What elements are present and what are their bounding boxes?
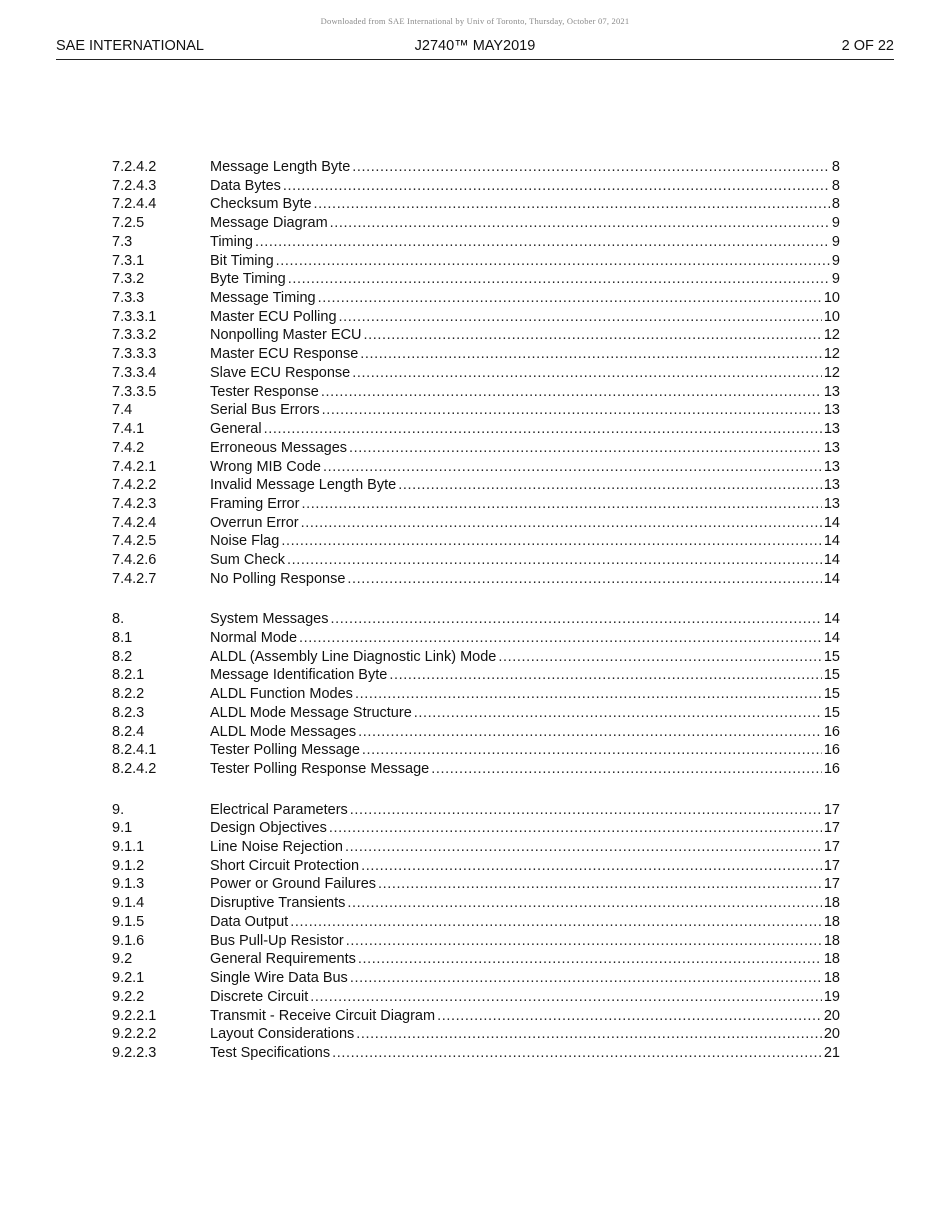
toc-entry[interactable]: [112, 913, 840, 932]
toc-entry-page: 10: [823, 290, 840, 307]
table-of-contents: [112, 158, 840, 1063]
toc-entry-title-wrap: [210, 308, 822, 327]
toc-entry-title-wrap: [210, 629, 822, 648]
toc-entry-title-wrap: [210, 551, 822, 570]
toc-entry-title: Byte Timing: [210, 271, 286, 288]
toc-entry-number: 9.1.6: [112, 932, 145, 949]
toc-entry-title-wrap: [210, 932, 822, 951]
toc-dot-leader: [347, 894, 821, 913]
toc-entry-number: 7.3.1: [112, 252, 145, 269]
toc-dot-leader: [358, 950, 822, 969]
toc-entry-title: Disruptive Transients: [210, 895, 346, 912]
toc-entry-title-wrap: [210, 439, 822, 458]
toc-entry-number: 8.2.4: [112, 723, 145, 740]
toc-entry-title-wrap: [210, 383, 822, 402]
toc-entry-title: Slave ECU Response: [210, 364, 351, 381]
toc-entry-page: 20: [823, 1007, 840, 1024]
toc-entry-number: 9.: [112, 801, 125, 818]
toc-dot-leader: [339, 308, 822, 327]
toc-entry-number: 7.3.3.1: [112, 308, 157, 325]
toc-dot-leader: [378, 875, 822, 894]
toc-entry-page: 13: [823, 421, 840, 438]
toc-entry-page: 15: [823, 686, 840, 703]
toc-entry-page: 18: [823, 895, 840, 912]
toc-entry-page: 16: [823, 742, 840, 759]
toc-entry[interactable]: [112, 741, 840, 760]
toc-dot-leader: [361, 857, 822, 876]
toc-entry[interactable]: [112, 532, 840, 551]
toc-entry-title-wrap: [210, 1044, 822, 1063]
download-watermark: Downloaded from SAE International by Univ of Toronto, Thursday, October 07, 2021: [320, 16, 630, 26]
toc-entry[interactable]: [112, 308, 840, 327]
toc-dot-leader: [349, 439, 822, 458]
toc-entry-number: 7.4.2.1: [112, 458, 157, 475]
toc-entry-number: 8.: [112, 611, 125, 628]
toc-entry-number: 9.1: [112, 820, 133, 837]
toc-entry[interactable]: [112, 875, 840, 894]
toc-entry[interactable]: [112, 950, 840, 969]
toc-entry-number: 7.3.3.4: [112, 364, 157, 381]
toc-entry-title: General: [210, 421, 262, 438]
toc-entry-title-wrap: [210, 177, 830, 196]
toc-entry-title: Transmit - Receive Circuit Diagram: [210, 1007, 436, 1024]
toc-dot-leader: [347, 570, 821, 589]
toc-entry-number: 7.4: [112, 402, 133, 419]
toc-entry-title: Test Specifications: [210, 1044, 331, 1061]
toc-entry-title: Data Output: [210, 913, 289, 930]
toc-entry-page: 13: [823, 458, 840, 475]
toc-entry-title-wrap: [210, 214, 830, 233]
toc-entry-page: 18: [823, 951, 840, 968]
header-page-number: 2 OF 22: [841, 38, 894, 54]
toc-entry-number: 7.4.2.2: [112, 477, 157, 494]
toc-entry-title-wrap: [210, 648, 822, 667]
toc-entry[interactable]: [112, 685, 840, 704]
toc-entry-number: 7.4.2.6: [112, 552, 157, 569]
toc-entry-title: Framing Error: [210, 495, 300, 512]
toc-dot-leader: [288, 270, 830, 289]
toc-entry-title-wrap: [210, 1025, 822, 1044]
toc-entry-title: Short Circuit Protection: [210, 857, 360, 874]
toc-entry[interactable]: [112, 551, 840, 570]
toc-entry-title: Master ECU Response: [210, 346, 359, 363]
toc-entry-title: Serial Bus Errors: [210, 402, 320, 419]
toc-entry[interactable]: [112, 1044, 840, 1063]
toc-entry-title-wrap: [210, 570, 822, 589]
toc-entry-page: 15: [823, 648, 840, 665]
toc-entry-title: General Requirements: [210, 951, 356, 968]
toc-entry-number: 9.2.2.3: [112, 1044, 157, 1061]
toc-entry-title: Power or Ground Failures: [210, 876, 377, 893]
toc-entry-title-wrap: [210, 950, 822, 969]
toc-entry-title-wrap: [210, 801, 822, 820]
toc-entry-title: Data Bytes: [210, 177, 281, 194]
toc-entry-number: 7.3.3: [112, 290, 145, 307]
toc-entry-number: 9.2.2.1: [112, 1007, 157, 1024]
toc-entry-title-wrap: [210, 326, 822, 345]
toc-entry[interactable]: [112, 723, 840, 742]
toc-entry[interactable]: [112, 458, 840, 477]
toc-dot-leader: [352, 158, 830, 177]
toc-entry-number: 9.2.1: [112, 970, 145, 987]
toc-entry-number: 8.2.4.2: [112, 761, 157, 778]
toc-entry[interactable]: [112, 969, 840, 988]
toc-entry-page: 8: [831, 177, 840, 194]
toc-entry-page: 16: [823, 761, 840, 778]
toc-entry-title: Design Objectives: [210, 820, 327, 837]
toc-entry-title: Tester Polling Response Message: [210, 761, 430, 778]
toc-section-group: [112, 801, 840, 1063]
toc-entry-page: 17: [823, 876, 840, 893]
toc-entry-number: 7.3.2: [112, 271, 145, 288]
header-document-id: J2740™ MAY2019: [414, 38, 536, 54]
toc-entry-page: 14: [823, 514, 840, 531]
toc-entry-page: 12: [823, 346, 840, 363]
toc-entry[interactable]: [112, 439, 840, 458]
toc-entry[interactable]: [112, 610, 840, 629]
toc-entry-title: ALDL Mode Message Structure: [210, 704, 412, 721]
toc-entry[interactable]: [112, 666, 840, 685]
toc-entry[interactable]: [112, 270, 840, 289]
toc-entry-number: 7.2.5: [112, 215, 145, 232]
toc-entry-number: 9.1.3: [112, 876, 145, 893]
toc-entry-title-wrap: [210, 988, 822, 1007]
toc-dot-leader: [299, 629, 822, 648]
toc-entry-title: Message Identification Byte: [210, 667, 388, 684]
toc-entry[interactable]: [112, 177, 840, 196]
toc-entry-title-wrap: [210, 420, 822, 439]
toc-dot-leader: [322, 401, 822, 420]
toc-entry[interactable]: [112, 476, 840, 495]
toc-entry-title: Discrete Circuit: [210, 988, 309, 1005]
toc-entry-title: Single Wire Data Bus: [210, 970, 348, 987]
toc-entry-title-wrap: [210, 233, 830, 252]
toc-entry-page: 18: [823, 932, 840, 949]
toc-entry-page: 14: [823, 611, 840, 628]
toc-entry-page: 15: [823, 704, 840, 721]
toc-entry-page: 18: [823, 970, 840, 987]
toc-entry-page: 9: [831, 233, 840, 250]
toc-entry-title-wrap: [210, 495, 822, 514]
toc-entry-title: Tester Response: [210, 383, 319, 400]
toc-entry-number: 7.2.4.4: [112, 196, 157, 213]
toc-entry-title-wrap: [210, 1007, 822, 1026]
toc-entry-page: 20: [823, 1026, 840, 1043]
toc-dot-leader: [355, 685, 822, 704]
toc-dot-leader: [330, 610, 821, 629]
toc-entry[interactable]: [112, 570, 840, 589]
toc-dot-leader: [264, 420, 822, 439]
toc-entry[interactable]: [112, 801, 840, 820]
toc-entry-page: 9: [831, 215, 840, 232]
toc-dot-leader: [318, 289, 822, 308]
toc-entry-title: Message Diagram: [210, 215, 328, 232]
toc-entry[interactable]: [112, 289, 840, 308]
toc-entry[interactable]: [112, 629, 840, 648]
toc-entry-title: Nonpolling Master ECU: [210, 327, 362, 344]
toc-entry-title-wrap: [210, 252, 830, 271]
toc-dot-leader: [350, 801, 822, 820]
toc-entry-number: 8.2: [112, 648, 133, 665]
toc-entry-page: 13: [823, 383, 840, 400]
toc-entry-number: 7.3.3.2: [112, 327, 157, 344]
toc-entry-page: 13: [823, 402, 840, 419]
toc-entry-page: 13: [823, 439, 840, 456]
toc-entry-number: 8.2.1: [112, 667, 145, 684]
toc-entry[interactable]: [112, 495, 840, 514]
toc-dot-leader: [330, 214, 830, 233]
toc-entry-title: Normal Mode: [210, 630, 298, 647]
toc-dot-leader: [283, 177, 830, 196]
toc-entry-title-wrap: [210, 458, 822, 477]
toc-entry-page: 14: [823, 552, 840, 569]
toc-entry-title-wrap: [210, 838, 822, 857]
toc-dot-leader: [310, 988, 822, 1007]
toc-entry-number: 7.4.2.3: [112, 495, 157, 512]
toc-entry-page: 21: [823, 1044, 840, 1061]
toc-entry-number: 9.2.2: [112, 988, 145, 1005]
toc-section-group: [112, 610, 840, 778]
toc-entry[interactable]: [112, 1007, 840, 1026]
toc-dot-leader: [301, 514, 822, 533]
toc-entry-number: 9.2: [112, 951, 133, 968]
toc-entry-page: 12: [823, 364, 840, 381]
toc-entry[interactable]: [112, 195, 840, 214]
toc-entry-title: Message Timing: [210, 290, 316, 307]
toc-entry-page: 15: [823, 667, 840, 684]
toc-dot-leader: [362, 741, 822, 760]
toc-entry-title-wrap: [210, 364, 822, 383]
toc-entry-page: 17: [823, 839, 840, 856]
toc-entry[interactable]: [112, 214, 840, 233]
toc-entry-number: 8.2.3: [112, 704, 145, 721]
toc-entry[interactable]: [112, 252, 840, 271]
toc-entry-title-wrap: [210, 610, 822, 629]
toc-entry-number: 7.4.2.7: [112, 570, 157, 587]
toc-entry[interactable]: [112, 401, 840, 420]
toc-entry-title: No Polling Response: [210, 570, 346, 587]
toc-dot-leader: [350, 969, 822, 988]
toc-dot-leader: [323, 458, 822, 477]
toc-entry-title-wrap: [210, 760, 822, 779]
toc-entry[interactable]: [112, 988, 840, 1007]
toc-dot-leader: [321, 383, 822, 402]
toc-entry[interactable]: [112, 233, 840, 252]
toc-entry-title: Message Length Byte: [210, 159, 351, 175]
toc-entry[interactable]: [112, 326, 840, 345]
toc-entry-title: Tester Polling Message: [210, 742, 360, 759]
toc-entry-title-wrap: [210, 270, 830, 289]
toc-entry[interactable]: [112, 345, 840, 364]
toc-entry-number: 9.1.2: [112, 857, 145, 874]
toc-entry-number: 8.2.4.1: [112, 742, 157, 759]
toc-entry-title: System Messages: [210, 611, 329, 628]
toc-entry-title: Electrical Parameters: [210, 801, 348, 818]
toc-entry-number: 8.1: [112, 630, 133, 647]
toc-entry[interactable]: [112, 648, 840, 667]
toc-entry-page: 19: [823, 988, 840, 1005]
toc-dot-leader: [346, 932, 822, 951]
toc-entry-title: Timing: [210, 233, 253, 250]
toc-entry-page: 17: [823, 820, 840, 837]
toc-dot-leader: [414, 704, 822, 723]
toc-entry-title: Erroneous Messages: [210, 439, 348, 456]
toc-entry-title-wrap: [210, 158, 830, 177]
toc-entry-title-wrap: [210, 666, 822, 685]
header-publisher: SAE INTERNATIONAL: [56, 38, 204, 54]
toc-entry-page: 17: [823, 801, 840, 818]
toc-entry-title-wrap: [210, 913, 822, 932]
toc-entry-page: 13: [823, 495, 840, 512]
toc-entry-title-wrap: [210, 685, 822, 704]
toc-entry-page: 18: [823, 913, 840, 930]
toc-entry-title: Noise Flag: [210, 533, 280, 550]
toc-entry-title-wrap: [210, 723, 822, 742]
toc-entry-title-wrap: [210, 532, 822, 551]
toc-entry[interactable]: [112, 420, 840, 439]
toc-dot-leader: [356, 1025, 822, 1044]
toc-dot-leader: [498, 648, 821, 667]
toc-entry-number: 7.2.4.3: [112, 177, 157, 194]
toc-dot-leader: [352, 364, 822, 383]
toc-dot-leader: [301, 495, 821, 514]
toc-dot-leader: [431, 760, 822, 779]
toc-entry-title-wrap: [210, 401, 822, 420]
toc-entry-title-wrap: [210, 345, 822, 364]
toc-entry[interactable]: [112, 819, 840, 838]
toc-entry-page: 14: [823, 630, 840, 647]
toc-entry-title: Layout Considerations: [210, 1026, 355, 1043]
toc-entry[interactable]: [112, 383, 840, 402]
toc-entry-title: Checksum Byte: [210, 196, 312, 213]
toc-entry-number: 7.4.2: [112, 439, 145, 456]
toc-entry-page: 9: [831, 252, 840, 269]
toc-entry-number: 9.1.5: [112, 913, 145, 930]
toc-entry[interactable]: [112, 857, 840, 876]
toc-entry[interactable]: [112, 1025, 840, 1044]
toc-dot-leader: [255, 233, 830, 252]
toc-dot-leader: [314, 195, 830, 214]
toc-entry-number: 7.4.2.5: [112, 533, 157, 550]
toc-entry-title: Sum Check: [210, 552, 285, 569]
toc-entry-title: Wrong MIB Code: [210, 458, 321, 475]
toc-entry-page: 8: [831, 196, 840, 213]
toc-dot-leader: [398, 476, 822, 495]
toc-entry-title-wrap: [210, 819, 822, 838]
toc-entry-page: 8: [831, 159, 840, 175]
toc-dot-leader: [345, 838, 822, 857]
toc-entry-number: 9.2.2.2: [112, 1026, 157, 1043]
toc-entry-page: 16: [823, 723, 840, 740]
toc-dot-leader: [389, 666, 822, 685]
toc-entry-title-wrap: [210, 289, 822, 308]
toc-entry[interactable]: [112, 894, 840, 913]
toc-entry-page: 14: [823, 533, 840, 550]
toc-entry[interactable]: [112, 932, 840, 951]
toc-entry-page: 17: [823, 857, 840, 874]
toc-entry[interactable]: [112, 158, 840, 177]
toc-entry-title: Overrun Error: [210, 514, 299, 531]
toc-entry-title: Bus Pull-Up Resistor: [210, 932, 344, 949]
toc-entry-title: ALDL Mode Messages: [210, 723, 357, 740]
toc-dot-leader: [358, 723, 822, 742]
toc-dot-leader: [364, 326, 822, 345]
toc-entry-number: 7.3.3.5: [112, 383, 157, 400]
toc-entry-title: Line Noise Rejection: [210, 839, 343, 856]
toc-dot-leader: [329, 819, 822, 838]
toc-entry-page: 12: [823, 327, 840, 344]
toc-entry-title: Master ECU Polling: [210, 308, 337, 325]
toc-entry-title-wrap: [210, 969, 822, 988]
toc-entry-title: Invalid Message Length Byte: [210, 477, 397, 494]
toc-entry[interactable]: [112, 704, 840, 723]
toc-entry-page: 10: [823, 308, 840, 325]
toc-entry-number: 7.2.4.2: [112, 159, 157, 175]
toc-entry-title-wrap: [210, 894, 822, 913]
toc-entry-number: 7.4.1: [112, 421, 145, 438]
toc-entry-title-wrap: [210, 476, 822, 495]
toc-entry-title-wrap: [210, 741, 822, 760]
toc-entry-number: 7.4.2.4: [112, 514, 157, 531]
toc-entry-page: 9: [831, 271, 840, 288]
toc-dot-leader: [276, 252, 830, 271]
toc-entry-title-wrap: [210, 704, 822, 723]
toc-dot-leader: [281, 532, 822, 551]
toc-entry-title-wrap: [210, 195, 830, 214]
toc-dot-leader: [287, 551, 822, 570]
toc-entry[interactable]: [112, 364, 840, 383]
toc-entry-number: 7.3.3.3: [112, 346, 157, 363]
toc-dot-leader: [360, 345, 822, 364]
toc-entry-number: 7.3: [112, 233, 133, 250]
toc-entry-number: 8.2.2: [112, 686, 145, 703]
toc-dot-leader: [437, 1007, 822, 1026]
toc-entry[interactable]: [112, 514, 840, 533]
toc-entry-page: 13: [823, 477, 840, 494]
toc-entry-title-wrap: [210, 875, 822, 894]
page-header: [56, 38, 894, 60]
toc-entry-page: 14: [823, 570, 840, 587]
toc-entry-title: Bit Timing: [210, 252, 274, 269]
toc-entry[interactable]: [112, 838, 840, 857]
toc-entry-title: ALDL (Assembly Line Diagnostic Link) Mode: [210, 648, 497, 665]
toc-entry-title: ALDL Function Modes: [210, 686, 353, 703]
toc-entry-title-wrap: [210, 857, 822, 876]
toc-entry-title-wrap: [210, 514, 822, 533]
toc-dot-leader: [332, 1044, 822, 1063]
toc-entry-number: 9.1.1: [112, 839, 145, 856]
toc-dot-leader: [290, 913, 822, 932]
toc-entry[interactable]: [112, 760, 840, 779]
toc-entry-number: 9.1.4: [112, 895, 145, 912]
toc-section-group: [112, 158, 840, 589]
